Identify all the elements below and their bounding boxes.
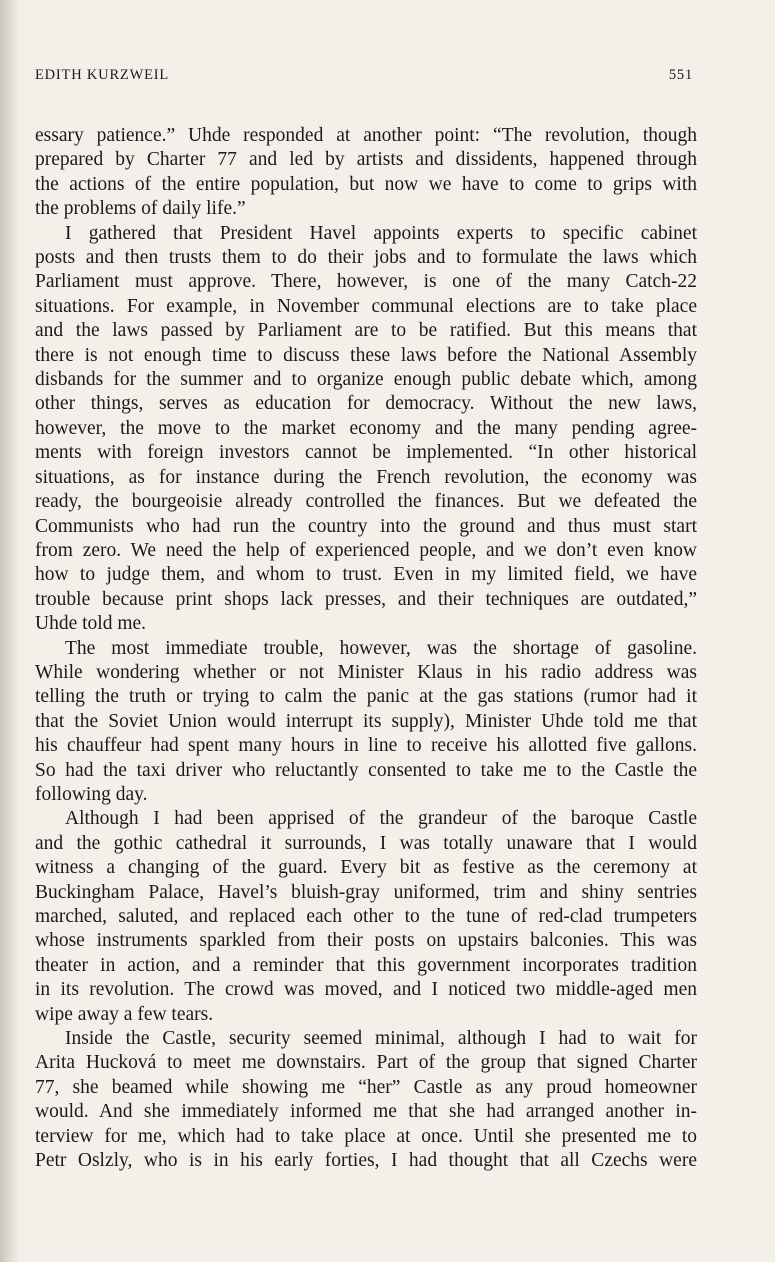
text-line: marched, saluted, and replaced each other to the tune of red-clad trumpeters bbox=[35, 906, 697, 927]
paragraph bbox=[35, 124, 697, 222]
text-line: would. And she immediately informed me that she had arranged another in- bbox=[35, 1101, 697, 1123]
text-line: Inside the Castle, security seemed minimal, although I had to wait for bbox=[65, 1028, 697, 1050]
text-line: Communists who had run the country into the ground and thus must start bbox=[35, 515, 697, 537]
paragraph bbox=[35, 1027, 697, 1173]
text-line: his chauffeur had spent many hours in line to receive his allotted five gallons. bbox=[35, 735, 697, 757]
text-line: ments with foreign investors cannot be implemented. “In other historical bbox=[35, 442, 697, 464]
text-line: So had the taxi driver who reluctantly consented to take me to the Castle the bbox=[35, 759, 697, 781]
text-line: and the laws passed by Parliament are to be ratified. But this means that bbox=[35, 320, 697, 342]
text-line: The most immediate trouble, however, was the shortage of gasoline. bbox=[65, 637, 697, 659]
text-line: 77, she beamed while showing me “her” Castle as any proud homeowner bbox=[35, 1076, 697, 1098]
text-line: trouble because print shops lack presses, and their techniques are outdated,” bbox=[35, 588, 697, 610]
text-line: Buckingham Palace, Havel’s bluish-gray uniformed, trim and shiny sentries bbox=[35, 881, 697, 903]
text-line: other things, serves as education for democracy. Without the new laws, bbox=[35, 393, 697, 415]
text-line: Although I had been apprised of the grandeur of the baroque Castle bbox=[65, 808, 697, 830]
text-line: situations. For example, in November communal elections are to take place bbox=[35, 295, 697, 317]
text-line: in its revolution. The crowd was moved, and I noticed two middle-aged men bbox=[35, 979, 697, 1001]
text-line: however, the move to the market economy and the many pending agree- bbox=[35, 417, 697, 439]
text-line: situations, as for instance during the French revolution, the economy was bbox=[35, 466, 697, 488]
text-line: the actions of the entire population, but now we have to come to grips with bbox=[35, 173, 697, 195]
text-line: wipe away a few tears. bbox=[35, 1003, 214, 1025]
text-line: While wondering whether or not Minister Klaus in his radio address was bbox=[35, 661, 697, 683]
text-line: from zero. We need the help of experienced people, and we don’t even know bbox=[35, 539, 697, 561]
text-line: ready, the bourgeoisie already controlled the finances. But we defeated the bbox=[35, 491, 697, 513]
text-line: telling the truth or trying to calm the panic at the gas stations (rumor had it bbox=[35, 686, 697, 708]
text-line: that the Soviet Union would interrupt its supply), Minister Uhde told me that bbox=[35, 710, 697, 732]
text-line: disbands for the summer and to organize enough public debate which, among bbox=[35, 369, 697, 391]
text-line: posts and then trusts them to do their jobs and to formulate the laws which bbox=[35, 247, 697, 269]
text-line: how to judge them, and whom to trust. Even in my limited field, we have bbox=[35, 564, 697, 586]
page-number: 551 bbox=[668, 67, 693, 83]
running-head-author: EDITH KURZWEIL bbox=[35, 67, 170, 83]
paragraph bbox=[35, 807, 697, 1027]
text-line: theater in action, and a reminder that this government incorporates tradition bbox=[35, 954, 697, 976]
text-line: essary patience.” Uhde responded at another point: “The revolution, though bbox=[35, 125, 697, 146]
text-line: Uhde told me. bbox=[35, 613, 147, 635]
body-text bbox=[35, 124, 697, 1173]
paragraph bbox=[35, 222, 697, 637]
text-line: whose instruments sparkled from their posts on upstairs balconies. This was bbox=[35, 930, 697, 952]
text-line: terview for me, which had to take place at once. Until she presented me to bbox=[35, 1125, 697, 1147]
text-line: following day. bbox=[35, 783, 148, 805]
text-line: there is not enough time to discuss these laws before the National Assembly bbox=[35, 344, 697, 366]
running-head bbox=[35, 67, 693, 84]
text-line: Arita Hucková to meet me downstairs. Part of the group that signed Charter bbox=[35, 1052, 697, 1074]
text-line: I gathered that President Havel appoints experts to specific cabinet bbox=[65, 222, 697, 244]
text-line: the problems of daily life.” bbox=[35, 198, 246, 220]
text-line: prepared by Charter 77 and led by artists and dissidents, happened through bbox=[35, 149, 697, 171]
text-line: Petr Oslzly, who is in his early forties, I had thought that all Czechs were bbox=[35, 1150, 697, 1172]
text-line: witness a changing of the guard. Every bit as festive as the ceremony at bbox=[35, 857, 697, 879]
paragraph bbox=[35, 637, 697, 808]
text-line: and the gothic cathedral it surrounds, I was totally unaware that I would bbox=[35, 832, 697, 854]
text-line: Parliament must approve. There, however, is one of the many Catch-22 bbox=[35, 271, 697, 293]
